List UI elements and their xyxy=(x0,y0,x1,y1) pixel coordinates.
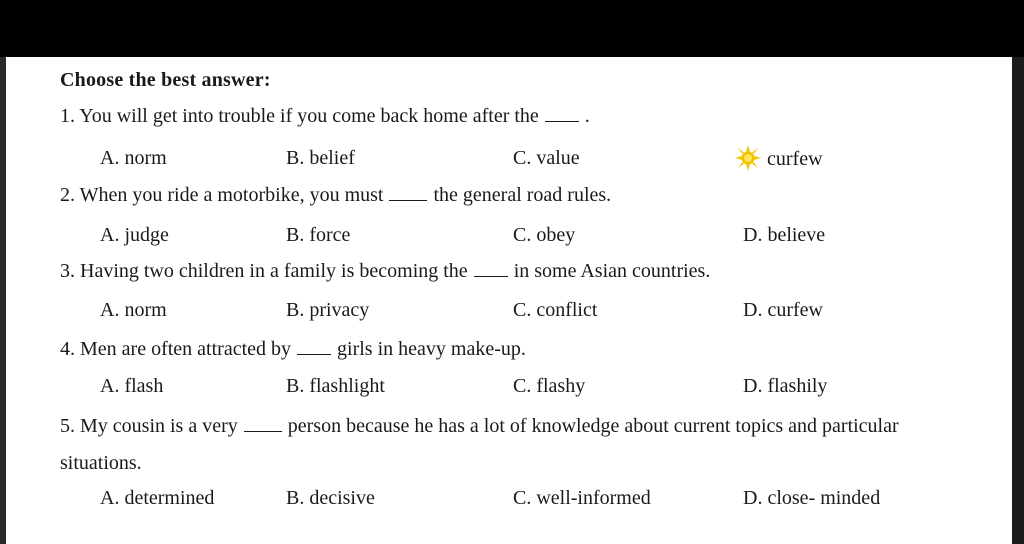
question-text: Men are often attracted by xyxy=(80,338,292,360)
worksheet xyxy=(6,57,1012,544)
option-5c[interactable]: C. well-informed xyxy=(513,487,651,509)
answer-blank xyxy=(297,353,331,355)
right-frame-edge xyxy=(1012,57,1024,544)
option-4c[interactable]: C. flashy xyxy=(513,375,586,397)
option-1d-label: curfew xyxy=(767,148,823,170)
answer-blank xyxy=(389,199,427,201)
question-4 xyxy=(60,338,526,361)
option-1a[interactable]: A. norm xyxy=(100,147,167,169)
question-1 xyxy=(60,105,590,128)
option-2a[interactable]: A. judge xyxy=(100,224,169,246)
option-3d[interactable]: D. curfew xyxy=(743,299,823,321)
question-text-after: girls in heavy make-up. xyxy=(337,338,526,360)
answer-blank xyxy=(474,275,508,277)
question-number: 2. xyxy=(60,184,75,206)
option-1b[interactable]: B. belief xyxy=(286,147,355,169)
top-black-bar xyxy=(0,0,1024,57)
option-3c[interactable]: C. conflict xyxy=(513,299,598,321)
option-3b[interactable]: B. privacy xyxy=(286,299,370,321)
option-5a[interactable]: A. determined xyxy=(100,487,215,509)
question-text-after: the general road rules. xyxy=(433,184,612,206)
option-4b[interactable]: B. flashlight xyxy=(286,375,385,397)
question-2 xyxy=(60,184,611,207)
option-4d[interactable]: D. flashily xyxy=(743,375,828,397)
option-1c[interactable]: C. value xyxy=(513,147,580,169)
option-5d[interactable]: D. close- minded xyxy=(743,487,881,509)
option-5b[interactable]: B. decisive xyxy=(286,487,375,509)
question-number: 3. xyxy=(60,260,75,282)
question-text: Having two children in a family is becoming the xyxy=(80,260,468,282)
question-text-after: in some Asian countries. xyxy=(513,260,711,282)
option-1d[interactable] xyxy=(743,145,823,171)
option-2d[interactable]: D. believe xyxy=(743,224,826,246)
question-text: When you ride a motorbike, you must xyxy=(79,184,384,206)
question-text: You will get into trouble if you come back home after the xyxy=(79,105,539,127)
question-text-after: . xyxy=(584,105,590,127)
worksheet-heading: Choose the best answer: xyxy=(60,69,271,91)
option-2c[interactable]: C. obey xyxy=(513,224,576,246)
option-2b[interactable]: B. force xyxy=(286,224,351,246)
question-number: 4. xyxy=(60,338,75,360)
sun-highlight-icon xyxy=(735,145,761,171)
option-4a[interactable]: A. flash xyxy=(100,375,164,397)
question-number: 1. xyxy=(60,105,75,127)
answer-blank xyxy=(545,120,579,122)
option-3a[interactable]: A. norm xyxy=(100,299,167,321)
answer-blank xyxy=(244,430,282,432)
question-5 xyxy=(60,408,960,482)
question-number: 5. xyxy=(60,415,75,437)
question-3 xyxy=(60,260,710,283)
question-text-after: person because he has a lot of knowledge about current topics and particular situations. xyxy=(60,415,899,474)
question-text: My cousin is a very xyxy=(80,415,238,437)
